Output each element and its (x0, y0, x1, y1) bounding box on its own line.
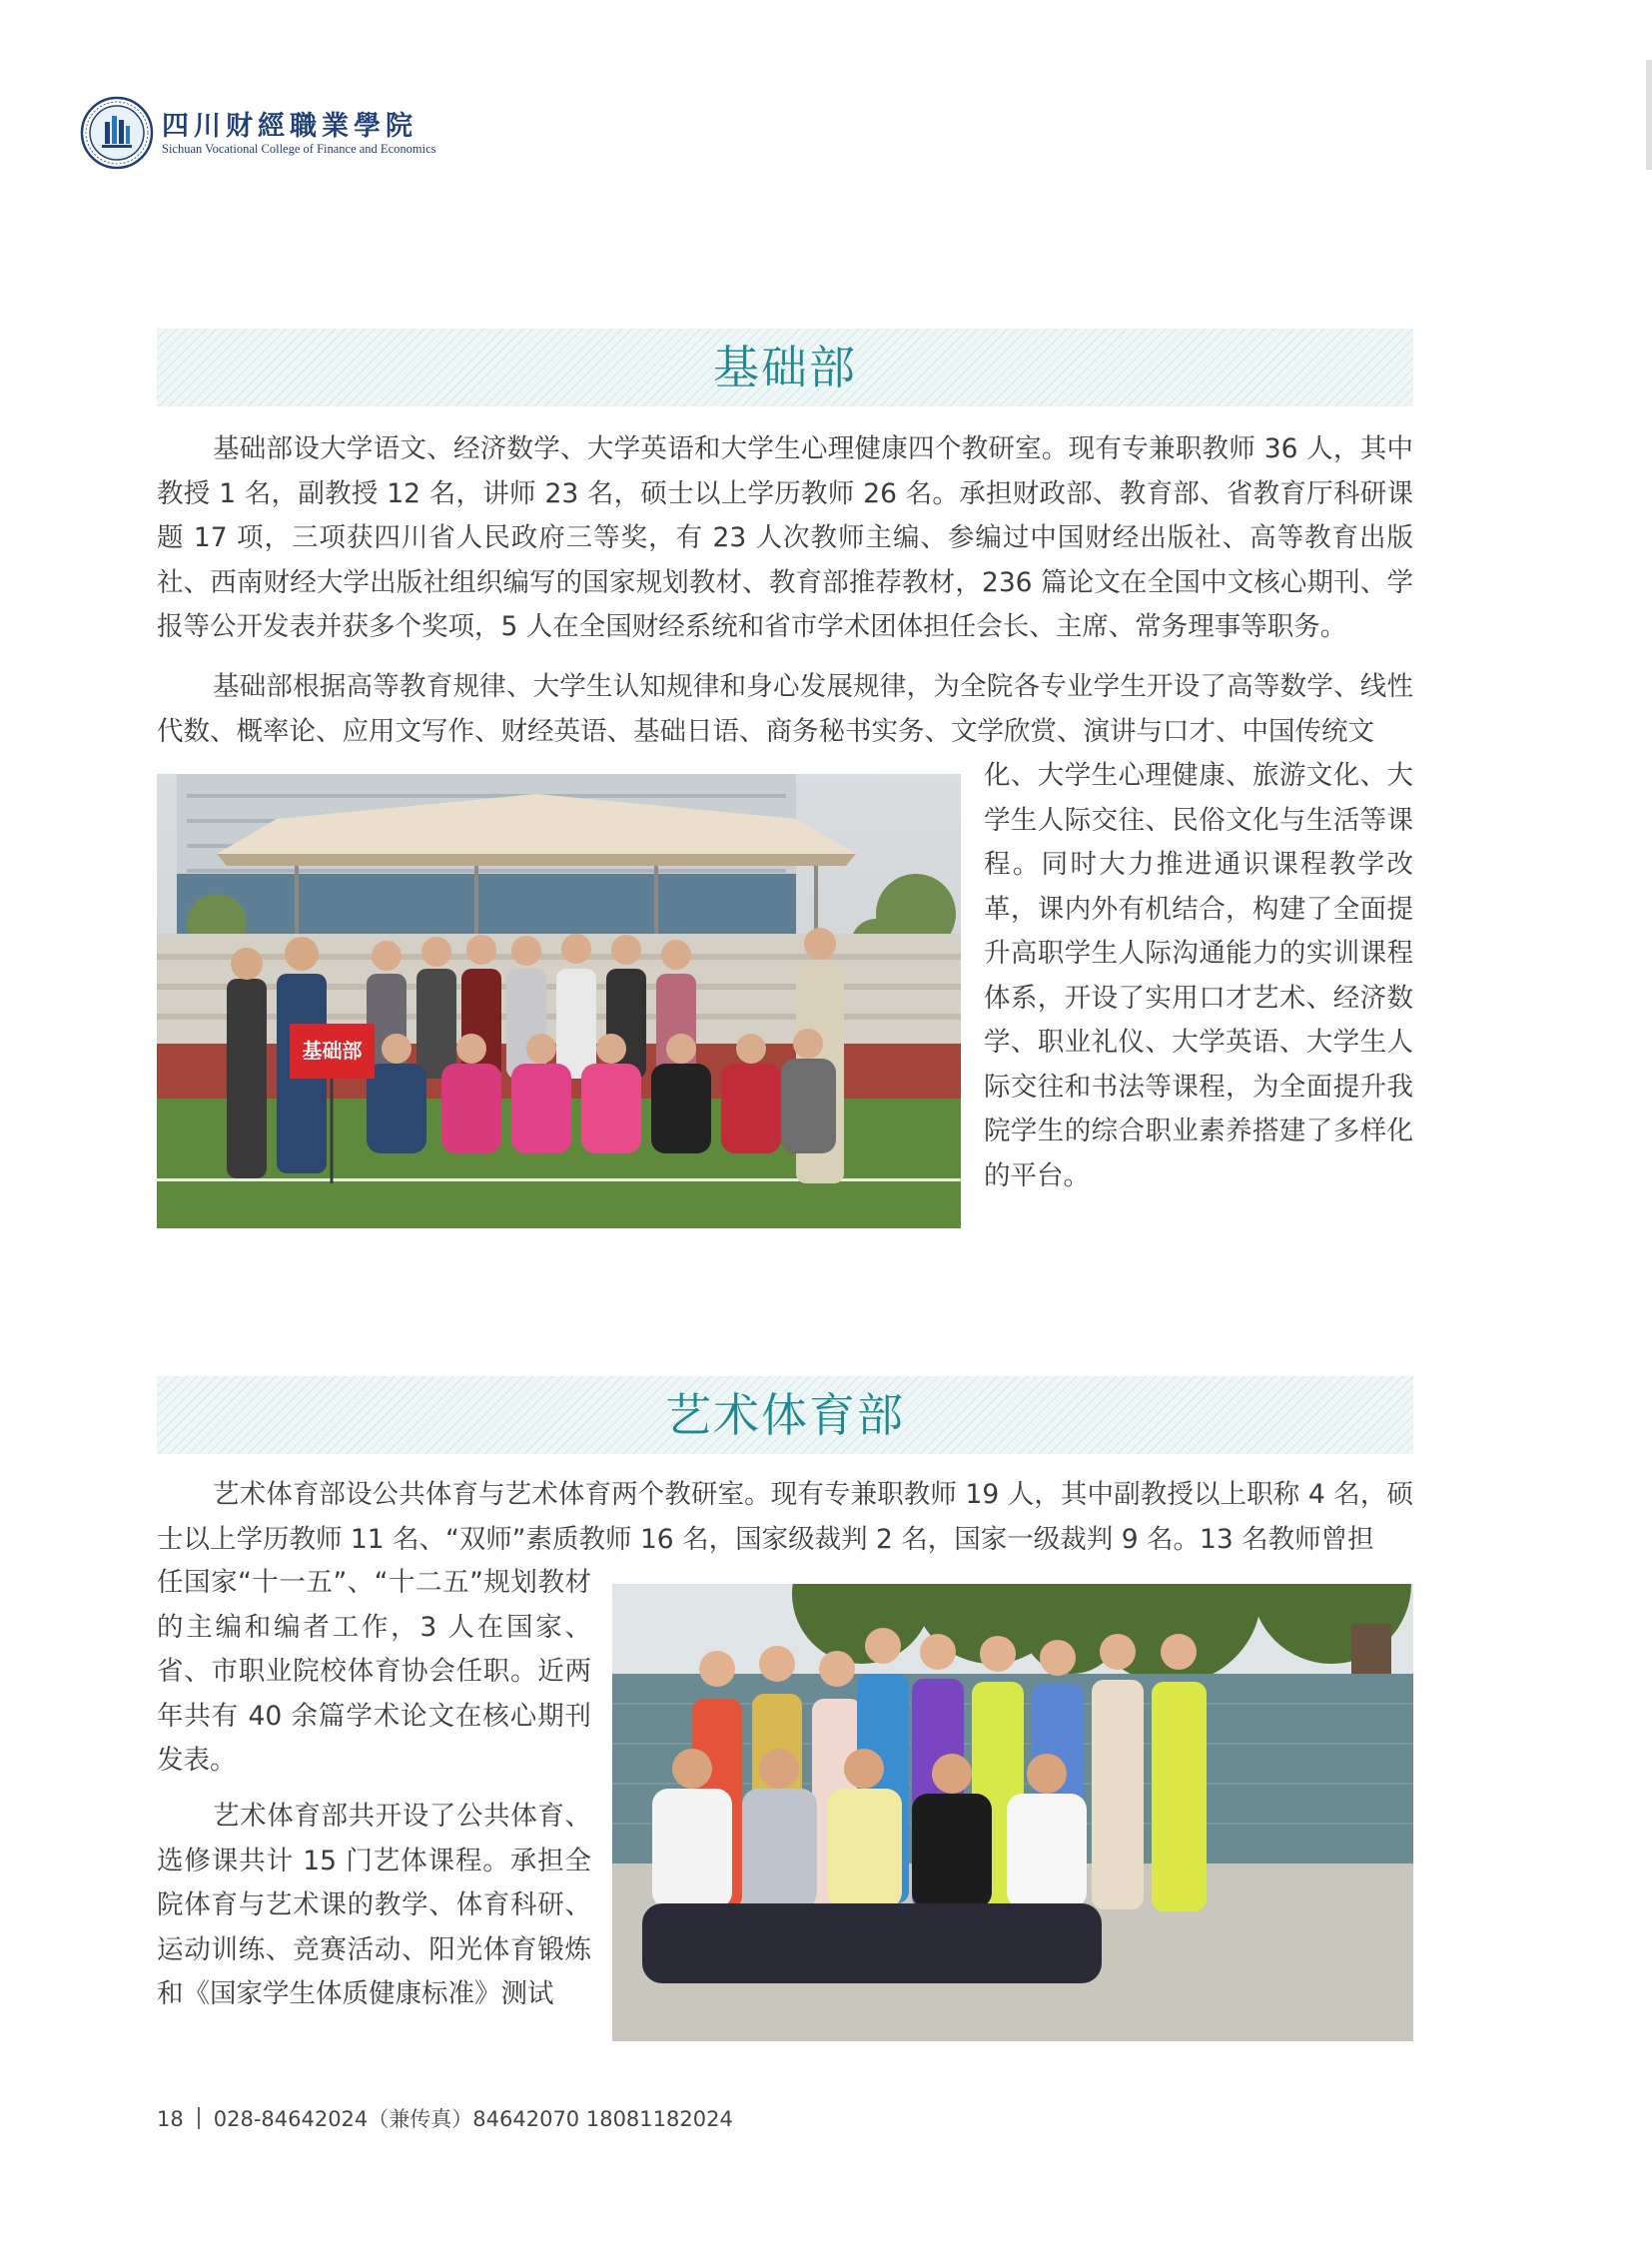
foundation-team-photo (157, 774, 961, 1228)
arts-paragraph-1-side: 任国家“十一五”、“十二五”规划教材的主编和编者工作，3 人在国家、省、市职业院校体育协会任职。近两年共有 40 余篇学术论文在核心期刊发表。 (157, 1567, 591, 1776)
section-banner-foundation (157, 329, 1413, 406)
foundation-paragraph-1: 基础部设大学语文、经济数学、大学英语和大学生心理健康四个教研室。现有专兼职教师 36 人，其中教授 1 名，副教授 12 名，讲师 23 名，硕士以上学历教师 26 名。承担财政部、教育部、省教育厅科研课题 17 项，三项获四川省人民政府三等奖，有 23 人次教师主编、参编过中国财经出版社、高等教育出版社、西南财经大学出版社组织编写的国家规划教材、教育部推荐教材，236 篇论文在全国中文核心期刊、学报等公开发表并获多个奖项，5 人在全国财经系统和省市学术团体担任会长、主席、常务理事等职务。 (157, 433, 1413, 642)
page-edge-decoration (1646, 60, 1652, 170)
photo-sign-label: 基础部 (302, 1039, 363, 1063)
foundation-paragraph-2-top: 基础部根据高等教育规律、大学生认知规律和身心发展规律，为全院各专业学生开设了高等数学、线性代数、概率论、应用文写作、财经英语、基础日语、商务秘书实务、文学欣赏、演讲与口才、中国传统文 (157, 671, 1413, 747)
arts-paragraph-1-top-block (157, 1473, 1413, 1562)
page-number: 18 (157, 2107, 184, 2131)
page-footer (157, 2103, 733, 2133)
college-name-cn: 四川财經職業學院 (162, 111, 417, 142)
contact-phone: 028-84642024（兼传真）84642070 18081182024 (213, 2107, 733, 2131)
arts-paragraph-1-side-block (157, 1561, 591, 1784)
foundation-paragraph-2-top-block (157, 665, 1413, 754)
college-name-en: Sichuan Vocational College of Finance and Economics (162, 142, 436, 156)
foundation-paragraph-1-block (157, 427, 1413, 650)
arts-sports-team-photo (612, 1584, 1413, 2041)
section-title: 艺术体育部 (665, 1388, 905, 1442)
section-title: 基础部 (713, 341, 857, 394)
foundation-paragraph-2-side: 化、大学生心理健康、旅游文化、大学生人际交往、民俗文化与生活等课程。同时大力推进通识课程教学改革，课内外有机结合，构建了全面提升高职学生人际沟通能力的实训课程体系，开设了实用口才艺术、经济数学、职业礼仪、大学英语、大学生人际交往和书法等课程，为全面提升我院学生的综合职业素养搭建了多样化的平台。 (984, 760, 1413, 1191)
footer-divider (198, 2107, 200, 2129)
foundation-paragraph-2-side-block (984, 754, 1413, 1198)
arts-paragraph-2-block (157, 1795, 591, 2017)
arts-paragraph-2: 艺术体育部共开设了公共体育、选修课共计 15 门艺体课程。承担全院体育与艺术课的教学、体育科研、运动训练、竞赛活动、阳光体育锻炼和《国家学生体质健康标准》测试 (157, 1801, 591, 2009)
section-banner-arts-sports (157, 1376, 1413, 1454)
college-logo-icon (80, 96, 154, 170)
arts-paragraph-1-top: 艺术体育部设公共体育与艺术体育两个教研室。现有专兼职教师 19 人，其中副教授以上职称 4 名，硕士以上学历教师 11 名、“双师”素质教师 16 名，国家级裁判 2 名，国家一级裁判 9 名。13 名教师曾担 (157, 1479, 1413, 1555)
